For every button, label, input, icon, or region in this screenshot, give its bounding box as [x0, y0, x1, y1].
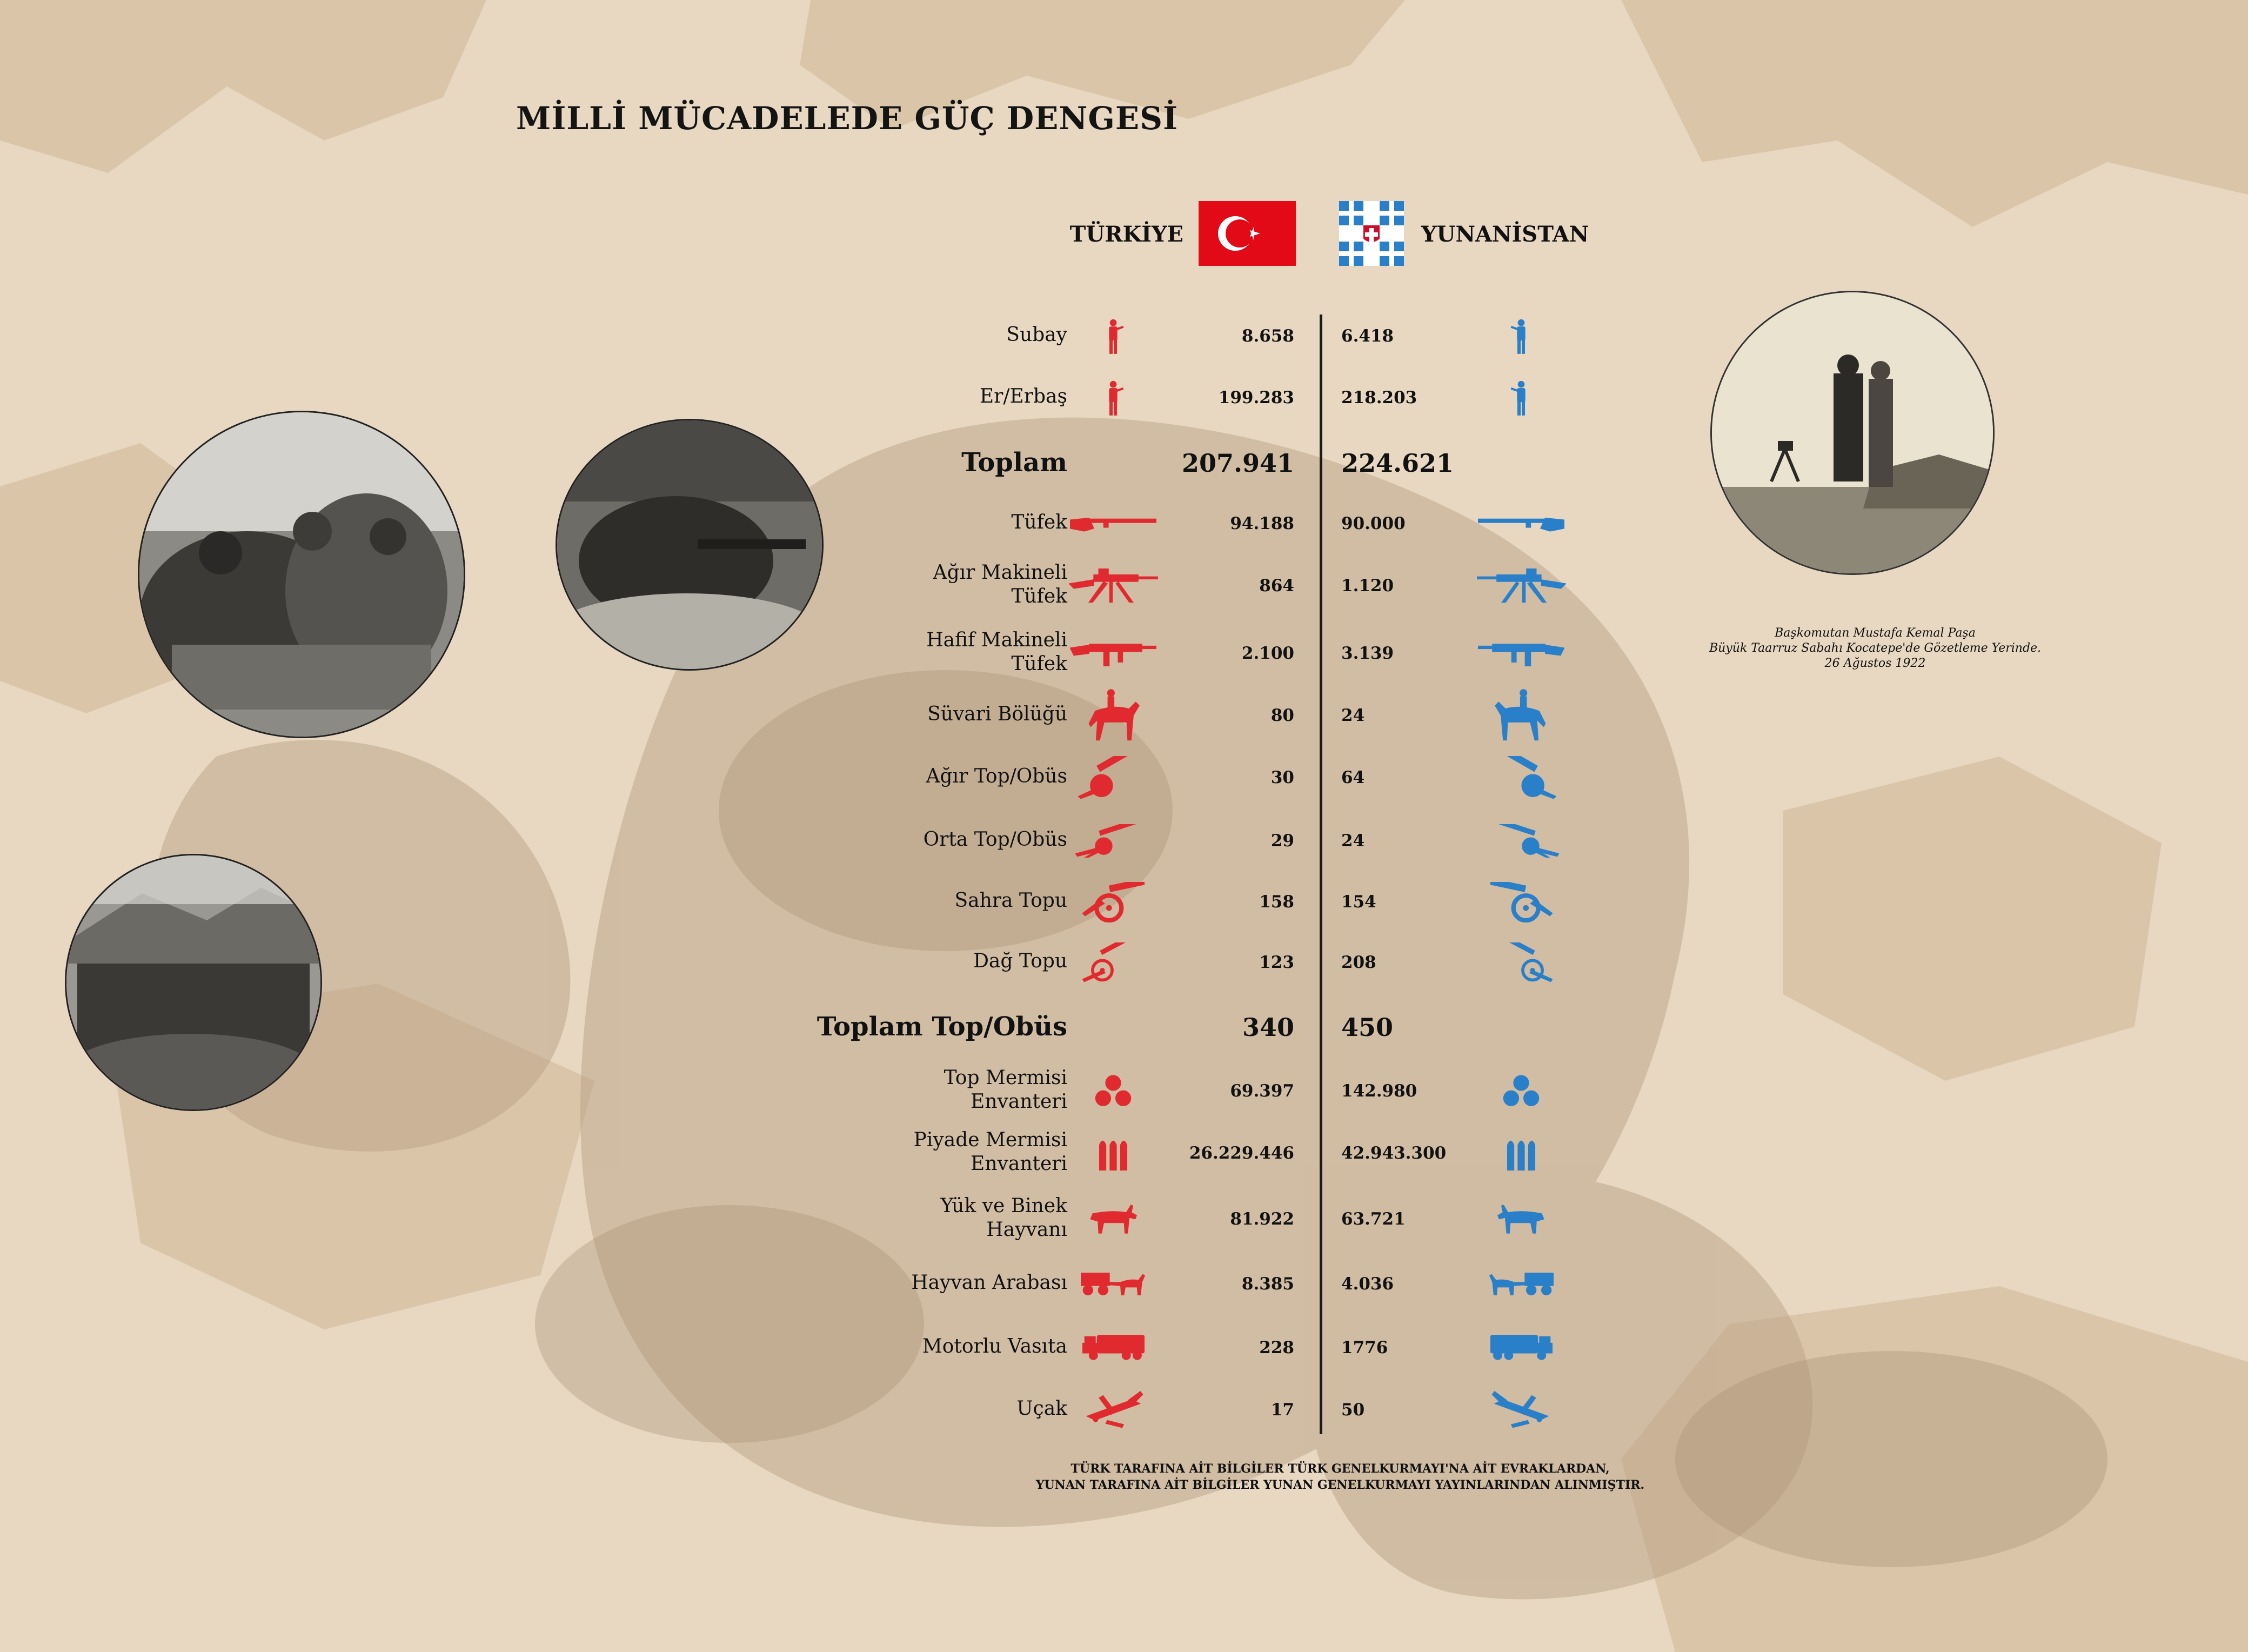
row-label: Dağ Topu [973, 950, 1067, 972]
footnote-line-1: TÜRK TARAFINA AİT BİLGİLER TÜRK GENELKURMAYI'NA AİT EVRAKLARDAN, [1071, 1462, 1610, 1476]
photo-caption [1686, 626, 2064, 671]
greece-value: 42.943.300 [1341, 1143, 1447, 1163]
turkey-horse-cart-icon [1081, 1270, 1146, 1297]
turkey-value: 29 [1270, 831, 1294, 851]
caption-line-3: 26 Ağustos 1922 [1824, 657, 1926, 670]
caption-line-2: Büyük Taarruz Sabahı Kocatepe'de Gözetleme Yerinde. [1709, 641, 2042, 655]
greece-soldier-icon [1510, 311, 1532, 362]
turkey-medium-gun-icon [1075, 824, 1151, 858]
greece-value: 24 [1341, 706, 1365, 725]
row-label: Piyade Mermisi Envanteri [913, 1129, 1067, 1175]
turkey-light-machine-gun-icon [1070, 639, 1156, 668]
greece-light-machine-gun-icon [1478, 639, 1564, 668]
turkey-mountain-gun-icon [1082, 942, 1145, 983]
turkey-value: 94.188 [1230, 514, 1294, 533]
greece-soldier-icon [1510, 372, 1532, 424]
row-label: Toplam Top/Obüs [817, 1012, 1067, 1042]
greece-value: 1.120 [1341, 576, 1394, 596]
row-label: Tüfek [1011, 511, 1067, 533]
greece-value: 450 [1341, 1013, 1394, 1042]
turkey-value: 864 [1259, 576, 1294, 596]
greece-howitzer-icon [1486, 756, 1556, 799]
row-label: Sahra Topu [954, 889, 1067, 912]
greece-value: 218.203 [1341, 388, 1417, 407]
greece-value: 154 [1341, 892, 1376, 912]
turkey-value: 69.397 [1230, 1081, 1294, 1101]
turkey-value: 17 [1270, 1400, 1294, 1420]
turkey-heavy-machine-gun-icon [1069, 568, 1158, 604]
turkey-cavalry-icon [1086, 688, 1140, 743]
greece-cannonballs-icon [1500, 1074, 1543, 1108]
greece-header: YUNANİSTAN [1421, 222, 1589, 247]
center-divider [1320, 315, 1322, 1434]
greece-value: 3.139 [1341, 644, 1394, 663]
greece-value: 208 [1341, 953, 1376, 972]
row-label: Yük ve Binek Hayvanı [940, 1195, 1067, 1241]
turkey-field-gun-icon [1082, 882, 1145, 922]
caption-line-1: Başkomutan Mustafa Kemal Paşa [1775, 626, 1976, 640]
turkey-header: TÜRKİYE [1069, 222, 1183, 247]
turkey-value: 158 [1259, 892, 1294, 912]
greece-value: 224.621 [1341, 449, 1454, 478]
turkey-bullets-icon [1094, 1136, 1132, 1171]
row-label: Top Mermisi Envanteri [944, 1067, 1067, 1113]
row-label: Toplam [961, 447, 1067, 478]
greece-horse-cart-icon [1489, 1270, 1554, 1297]
row-label: Motorlu Vasıta [922, 1335, 1067, 1357]
row-label: Ağır Top/Obüs [926, 765, 1067, 787]
greece-value: 63.721 [1341, 1209, 1406, 1229]
greece-value: 64 [1341, 768, 1365, 787]
greece-flag-icon [1339, 201, 1404, 266]
greece-mountain-gun-icon [1490, 942, 1553, 983]
greece-value: 142.980 [1341, 1081, 1417, 1101]
source-footnote [1016, 1461, 1664, 1493]
footnote-line-2: YUNAN TARAFINA AİT BİLGİLER YUNAN GENELKURMAYI YAYINLARINDAN ALINMIŞTIR. [1035, 1478, 1645, 1492]
turkey-airplane-icon [1082, 1391, 1145, 1429]
turkey-soldier-icon [1102, 311, 1124, 362]
greece-donkey-icon [1497, 1203, 1546, 1235]
turkey-value: 228 [1259, 1338, 1294, 1357]
turkey-value: 81.922 [1230, 1209, 1294, 1229]
greece-value: 90.000 [1341, 514, 1406, 533]
turkey-value: 8.385 [1241, 1274, 1294, 1294]
greece-value: 50 [1341, 1400, 1365, 1420]
greece-value: 6.418 [1341, 326, 1394, 346]
turkey-value: 26.229.446 [1189, 1143, 1294, 1163]
turkey-value: 199.283 [1218, 388, 1294, 407]
turkey-soldier-icon [1102, 372, 1124, 424]
row-label: Hayvan Arabası [911, 1272, 1067, 1294]
machine-gun-crew-photo [556, 419, 824, 671]
greece-value: 4.036 [1341, 1274, 1394, 1294]
turkey-value: 2.100 [1241, 644, 1294, 663]
turkey-value: 80 [1270, 706, 1294, 725]
turkey-value: 340 [1242, 1013, 1294, 1042]
greece-medium-gun-icon [1483, 824, 1559, 858]
row-label: Hafif Makineli Tüfek [926, 629, 1067, 675]
turkey-value: 207.941 [1181, 449, 1294, 478]
greece-truck-icon [1490, 1334, 1553, 1361]
greece-value: 24 [1341, 831, 1365, 851]
greece-cavalry-icon [1494, 688, 1548, 743]
turkey-rifle-icon [1070, 514, 1156, 533]
row-label: Er/Erbaş [979, 385, 1067, 407]
turkey-donkey-icon [1089, 1203, 1138, 1235]
artillery-crew-photo [138, 411, 465, 738]
greece-field-gun-icon [1490, 882, 1553, 922]
turkey-value: 123 [1259, 953, 1294, 972]
row-label: Orta Top/Obüs [923, 828, 1067, 851]
turkey-value: 8.658 [1241, 326, 1294, 346]
greece-value: 1776 [1341, 1338, 1388, 1357]
officers-group-photo [65, 854, 322, 1111]
turkey-cannonballs-icon [1092, 1074, 1135, 1108]
greece-airplane-icon [1490, 1391, 1553, 1429]
turkey-flag-icon [1199, 201, 1296, 266]
mustafa-kemal-kocatepe-photo [1710, 291, 1995, 575]
page-title: MİLLİ MÜCADELEDE GÜÇ DENGESİ [516, 100, 1179, 137]
row-label: Uçak [1016, 1397, 1067, 1420]
greece-rifle-icon [1478, 514, 1564, 533]
row-label: Süvari Bölüğü [927, 703, 1067, 725]
turkey-value: 30 [1270, 768, 1294, 787]
greece-heavy-machine-gun-icon [1477, 568, 1566, 604]
greece-bullets-icon [1502, 1136, 1540, 1171]
turkey-truck-icon [1082, 1334, 1145, 1361]
row-label: Ağır Makineli Tüfek [933, 561, 1067, 607]
turkey-howitzer-icon [1078, 756, 1148, 799]
row-label: Subay [1006, 324, 1067, 346]
